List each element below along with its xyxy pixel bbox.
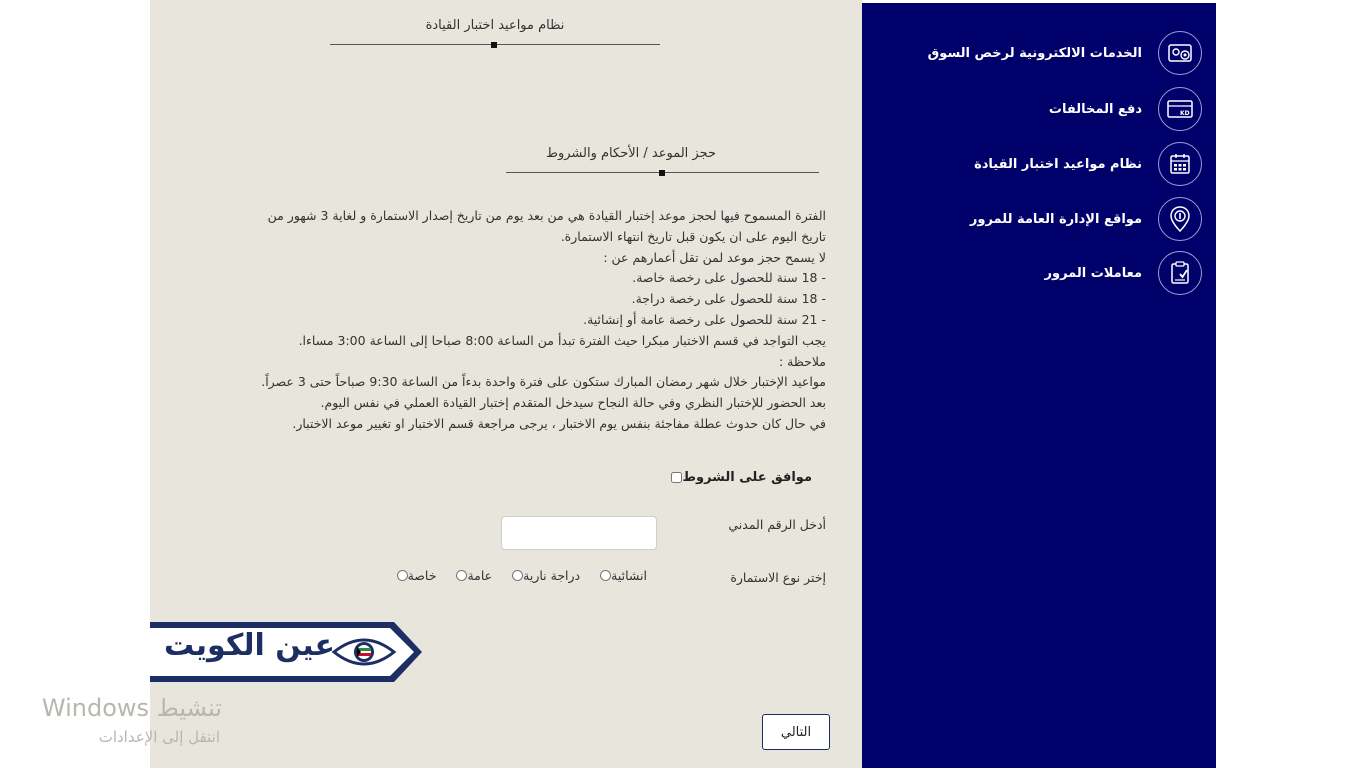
- sidebar-item-label: مواقع الإدارة العامة للمرور: [969, 211, 1142, 227]
- radio-construction-input[interactable]: [600, 570, 611, 581]
- sidebar-item-label: نظام مواعيد اختبار القيادة: [974, 156, 1142, 172]
- kd-card-icon: [1158, 87, 1202, 131]
- radio-motorcycle-label: دراجة نارية: [523, 568, 581, 583]
- radio-construction[interactable]: [592, 568, 647, 583]
- radio-public-label: عامة: [467, 568, 493, 583]
- sidebar: [862, 3, 1216, 768]
- next-button[interactable]: التالي: [762, 714, 830, 750]
- sidebar-item-label: الخدمات الالكترونية لرخص السوق: [927, 45, 1142, 61]
- terms-line: في حال كان حدوث عطلة مفاجئة بنفس يوم الاختبار ، يرجى مراجعة قسم الاختبار او تغيير موعد الاختبار.: [292, 415, 826, 431]
- agree-label: موافق على الشروط: [682, 470, 812, 485]
- clipboard-check-icon: [1158, 251, 1202, 295]
- title-divider-dot: [491, 42, 497, 48]
- terms-line: ملاحظة :: [778, 353, 826, 369]
- agree-checkbox[interactable]: [671, 472, 682, 483]
- sidebar-item-driving-test[interactable]: [974, 141, 1202, 187]
- location-pin-icon: [1158, 197, 1202, 241]
- terms-line: الفترة المسموح فيها لحجز موعد إختبار القيادة هي من بعد يوم من تاريخ إصدار الاستمارة و لغاية 3 شهور من: [267, 208, 826, 223]
- page-title: نظام مواعيد اختبار القيادة: [425, 18, 565, 33]
- terms-text: [166, 206, 826, 435]
- sidebar-item-locations[interactable]: [970, 196, 1202, 242]
- terms-line: تاريخ اليوم على ان يكون قبل تاريخ انتهاء الاستمارة.: [560, 228, 826, 244]
- sidebar-item-transactions[interactable]: [1045, 250, 1202, 296]
- section-title: حجز الموعد / الأحكام والشروط: [545, 146, 717, 161]
- sidebar-item-label: دفع المخالفات: [1048, 101, 1142, 117]
- main-content: [41, 0, 862, 768]
- terms-line: لا يسمح حجز موعد لمن تقل أعمارهم عن :: [603, 249, 826, 265]
- calendar-icon: [1158, 142, 1202, 186]
- site-logo: [150, 620, 422, 684]
- agree-terms[interactable]: [663, 470, 812, 485]
- radio-construction-label: انشائية: [611, 568, 647, 583]
- form-type-label: إختر نوع الاستمارة: [730, 570, 826, 585]
- radio-public[interactable]: [448, 568, 492, 583]
- section-divider-dot: [659, 170, 665, 176]
- sidebar-item-pay-fines[interactable]: [1049, 86, 1202, 132]
- form-type-radio-group: [377, 568, 647, 583]
- radio-public-input[interactable]: [456, 570, 467, 581]
- windows-activation-title: تنشيط Windows: [41, 694, 222, 722]
- terms-line: - 18 سنة للحصول على رخصة خاصة.: [632, 270, 826, 286]
- radio-private-label: خاصة: [407, 568, 437, 583]
- radio-private[interactable]: [389, 568, 437, 583]
- logo-text: عين الكويت: [164, 628, 336, 663]
- terms-line: - 18 سنة للحصول على رخصة دراجة.: [631, 291, 826, 307]
- civil-id-label: أدخل الرقم المدني: [728, 517, 826, 532]
- terms-line: - 21 سنة للحصول على رخصة عامة أو إنشائية.: [583, 311, 826, 327]
- terms-line: بعد الحضور للإختبار النظري وفي حالة النجاح سيدخل المتقدم إختبار القيادة العملي في نفس اليوم.: [320, 395, 826, 411]
- terms-line: مواعيد الإختبار خلال شهر رمضان المبارك ستكون على فترة واحدة بدءاً من الساعة 9:30 صباحاً حتى 3 عصراً.: [261, 374, 826, 390]
- svg-text:KD: KD: [1180, 110, 1190, 117]
- radio-motorcycle-input[interactable]: [512, 570, 523, 581]
- terms-line: يجب التواجد في قسم الاختبار مبكرا حيث الفترة تبدأ من الساعة 8:00 صباحا إلى الساعة 3:00 مساءا.: [298, 332, 826, 348]
- windows-activation-subtitle: انتقل إلى الإعدادات: [98, 728, 220, 746]
- civil-id-input[interactable]: [501, 516, 657, 550]
- radio-private-input[interactable]: [397, 570, 408, 581]
- radio-motorcycle[interactable]: [504, 568, 580, 583]
- license-card-icon: [1158, 31, 1202, 75]
- sidebar-item-label: معاملات المرور: [1044, 265, 1142, 281]
- sidebar-item-eservices[interactable]: [928, 30, 1202, 76]
